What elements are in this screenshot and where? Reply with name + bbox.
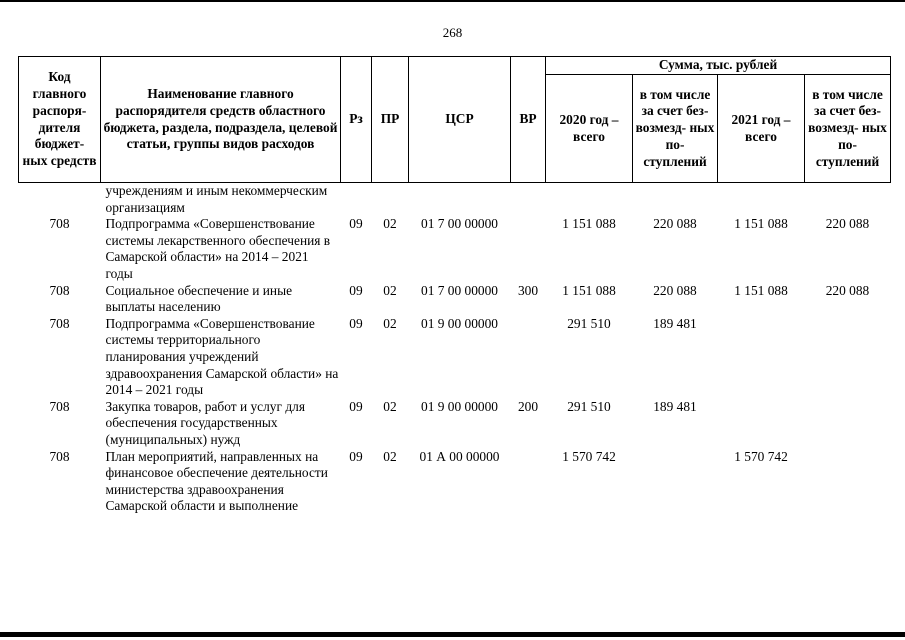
cell-2021-total [718, 183, 805, 217]
cell-rz: 09 [349, 282, 363, 298]
cell-rz: 09 [349, 398, 363, 414]
page-number: 268 [442, 25, 463, 40]
table-row [19, 449, 891, 515]
cell-csr: 01 9 00 00000 [421, 398, 498, 414]
table-header [19, 57, 891, 183]
cell-2020-free: 220 088 [653, 282, 697, 298]
header-2020-free: в том числе за счет без- возмезд- ных по- ступлений [633, 75, 718, 183]
cell-2020-total: 1 151 088 [562, 216, 616, 232]
cell-code: 708 [49, 282, 70, 298]
cell-csr: 01 7 00 00000 [421, 282, 498, 298]
cell-2020-total: 291 510 [567, 315, 611, 331]
top-rule [0, 0, 905, 2]
header-2021-total: 2021 год – всего [718, 75, 805, 183]
cell-2021-total: 1 570 742 [734, 448, 788, 464]
cell-pr: 02 [383, 398, 397, 414]
cell-2020-free: 189 481 [653, 315, 697, 331]
cell-pr: 02 [383, 315, 397, 331]
cell-rz [341, 183, 372, 217]
cell-csr: 01 А 00 00000 [419, 448, 500, 464]
table-row [19, 399, 891, 449]
cell-vr: 300 [517, 282, 539, 298]
cell-2020-total: 291 510 [567, 398, 611, 414]
budget-table [18, 56, 891, 515]
cell-2020-total [546, 183, 633, 217]
cell-csr: 01 7 00 00000 [421, 216, 498, 232]
table-row [19, 316, 891, 399]
table-body [19, 183, 891, 515]
cell-name: учреждениям и иным некоммерческим организациям [105, 183, 328, 215]
cell-csr [409, 183, 511, 217]
cell-pr: 02 [383, 448, 397, 464]
cell-vr [511, 449, 546, 515]
cell-2020-free [633, 183, 718, 217]
cell-2020-free [633, 449, 718, 515]
cell-2020-total: 1 570 742 [562, 448, 616, 464]
cell-name: Подпрограмма «Совершенствование системы лекарственного обеспечения в Самарской области» на 2014 – 2021 годы [105, 216, 331, 281]
cell-code: 708 [49, 216, 70, 232]
cell-2021-free [805, 316, 891, 399]
cell-name: Подпрограмма «Совершенствование системы территориального планирования учреждений здравоохранения Самарской области» на 2014 – 2021 годы [105, 315, 339, 398]
cell-pr: 02 [383, 282, 397, 298]
cell-vr [511, 216, 546, 282]
cell-rz: 09 [349, 216, 363, 232]
cell-2021-total: 1 151 088 [734, 282, 788, 298]
cell-2021-free [805, 449, 891, 515]
cell-vr: 200 [517, 398, 539, 414]
cell-2021-free: 220 088 [825, 216, 870, 232]
header-2020-total: 2020 год – всего [546, 75, 633, 183]
cell-code: 708 [49, 315, 70, 331]
cell-pr [372, 183, 409, 217]
cell-vr [511, 183, 546, 217]
cell-2021-total [718, 399, 805, 449]
cell-csr: 01 9 00 00000 [421, 315, 498, 331]
bottom-rule [0, 632, 905, 637]
cell-rz: 09 [349, 315, 363, 331]
cell-code: 708 [49, 448, 70, 464]
cell-2021-total: 1 151 088 [734, 216, 788, 232]
table-row [19, 216, 891, 282]
header-sum: Сумма, тыс. рублей [546, 57, 891, 75]
cell-name: Закупка товаров, работ и услуг для обеспечения государственных (муниципальных) нужд [105, 398, 305, 447]
header-csr: ЦСР [409, 57, 511, 183]
cell-2021-free [805, 399, 891, 449]
header-2021-free: в том числе за счет без- возмезд- ных по- ступлений [805, 75, 891, 183]
cell-code [19, 183, 101, 217]
header-pr: ПР [372, 57, 409, 183]
cell-name: План мероприятий, направленных на финансовое обеспечение деятельности министерства здравоохранения Самарской области и выполнение [105, 448, 328, 514]
cell-name: Социальное обеспечение и иные выплаты населению [105, 282, 293, 315]
cell-pr: 02 [383, 216, 397, 232]
cell-2021-free [805, 183, 891, 217]
cell-code: 708 [49, 398, 70, 414]
header-name: Наименование главного распорядителя средств областного бюджета, раздела, подраздела, целевой статьи, группы видов расходов [101, 57, 341, 183]
header-code: Код главного распоря- дителя бюджет- ных средств [19, 57, 101, 183]
cell-vr [511, 316, 546, 399]
cell-2020-free: 189 481 [653, 398, 697, 414]
table-row [19, 183, 891, 217]
header-vr: ВР [511, 57, 546, 183]
table-row [19, 283, 891, 316]
cell-2021-free: 220 088 [825, 282, 870, 298]
header-rz: Рз [341, 57, 372, 183]
cell-2020-total: 1 151 088 [562, 282, 616, 298]
cell-2021-total [718, 316, 805, 399]
cell-rz: 09 [349, 448, 363, 464]
cell-2020-free: 220 088 [653, 216, 697, 232]
